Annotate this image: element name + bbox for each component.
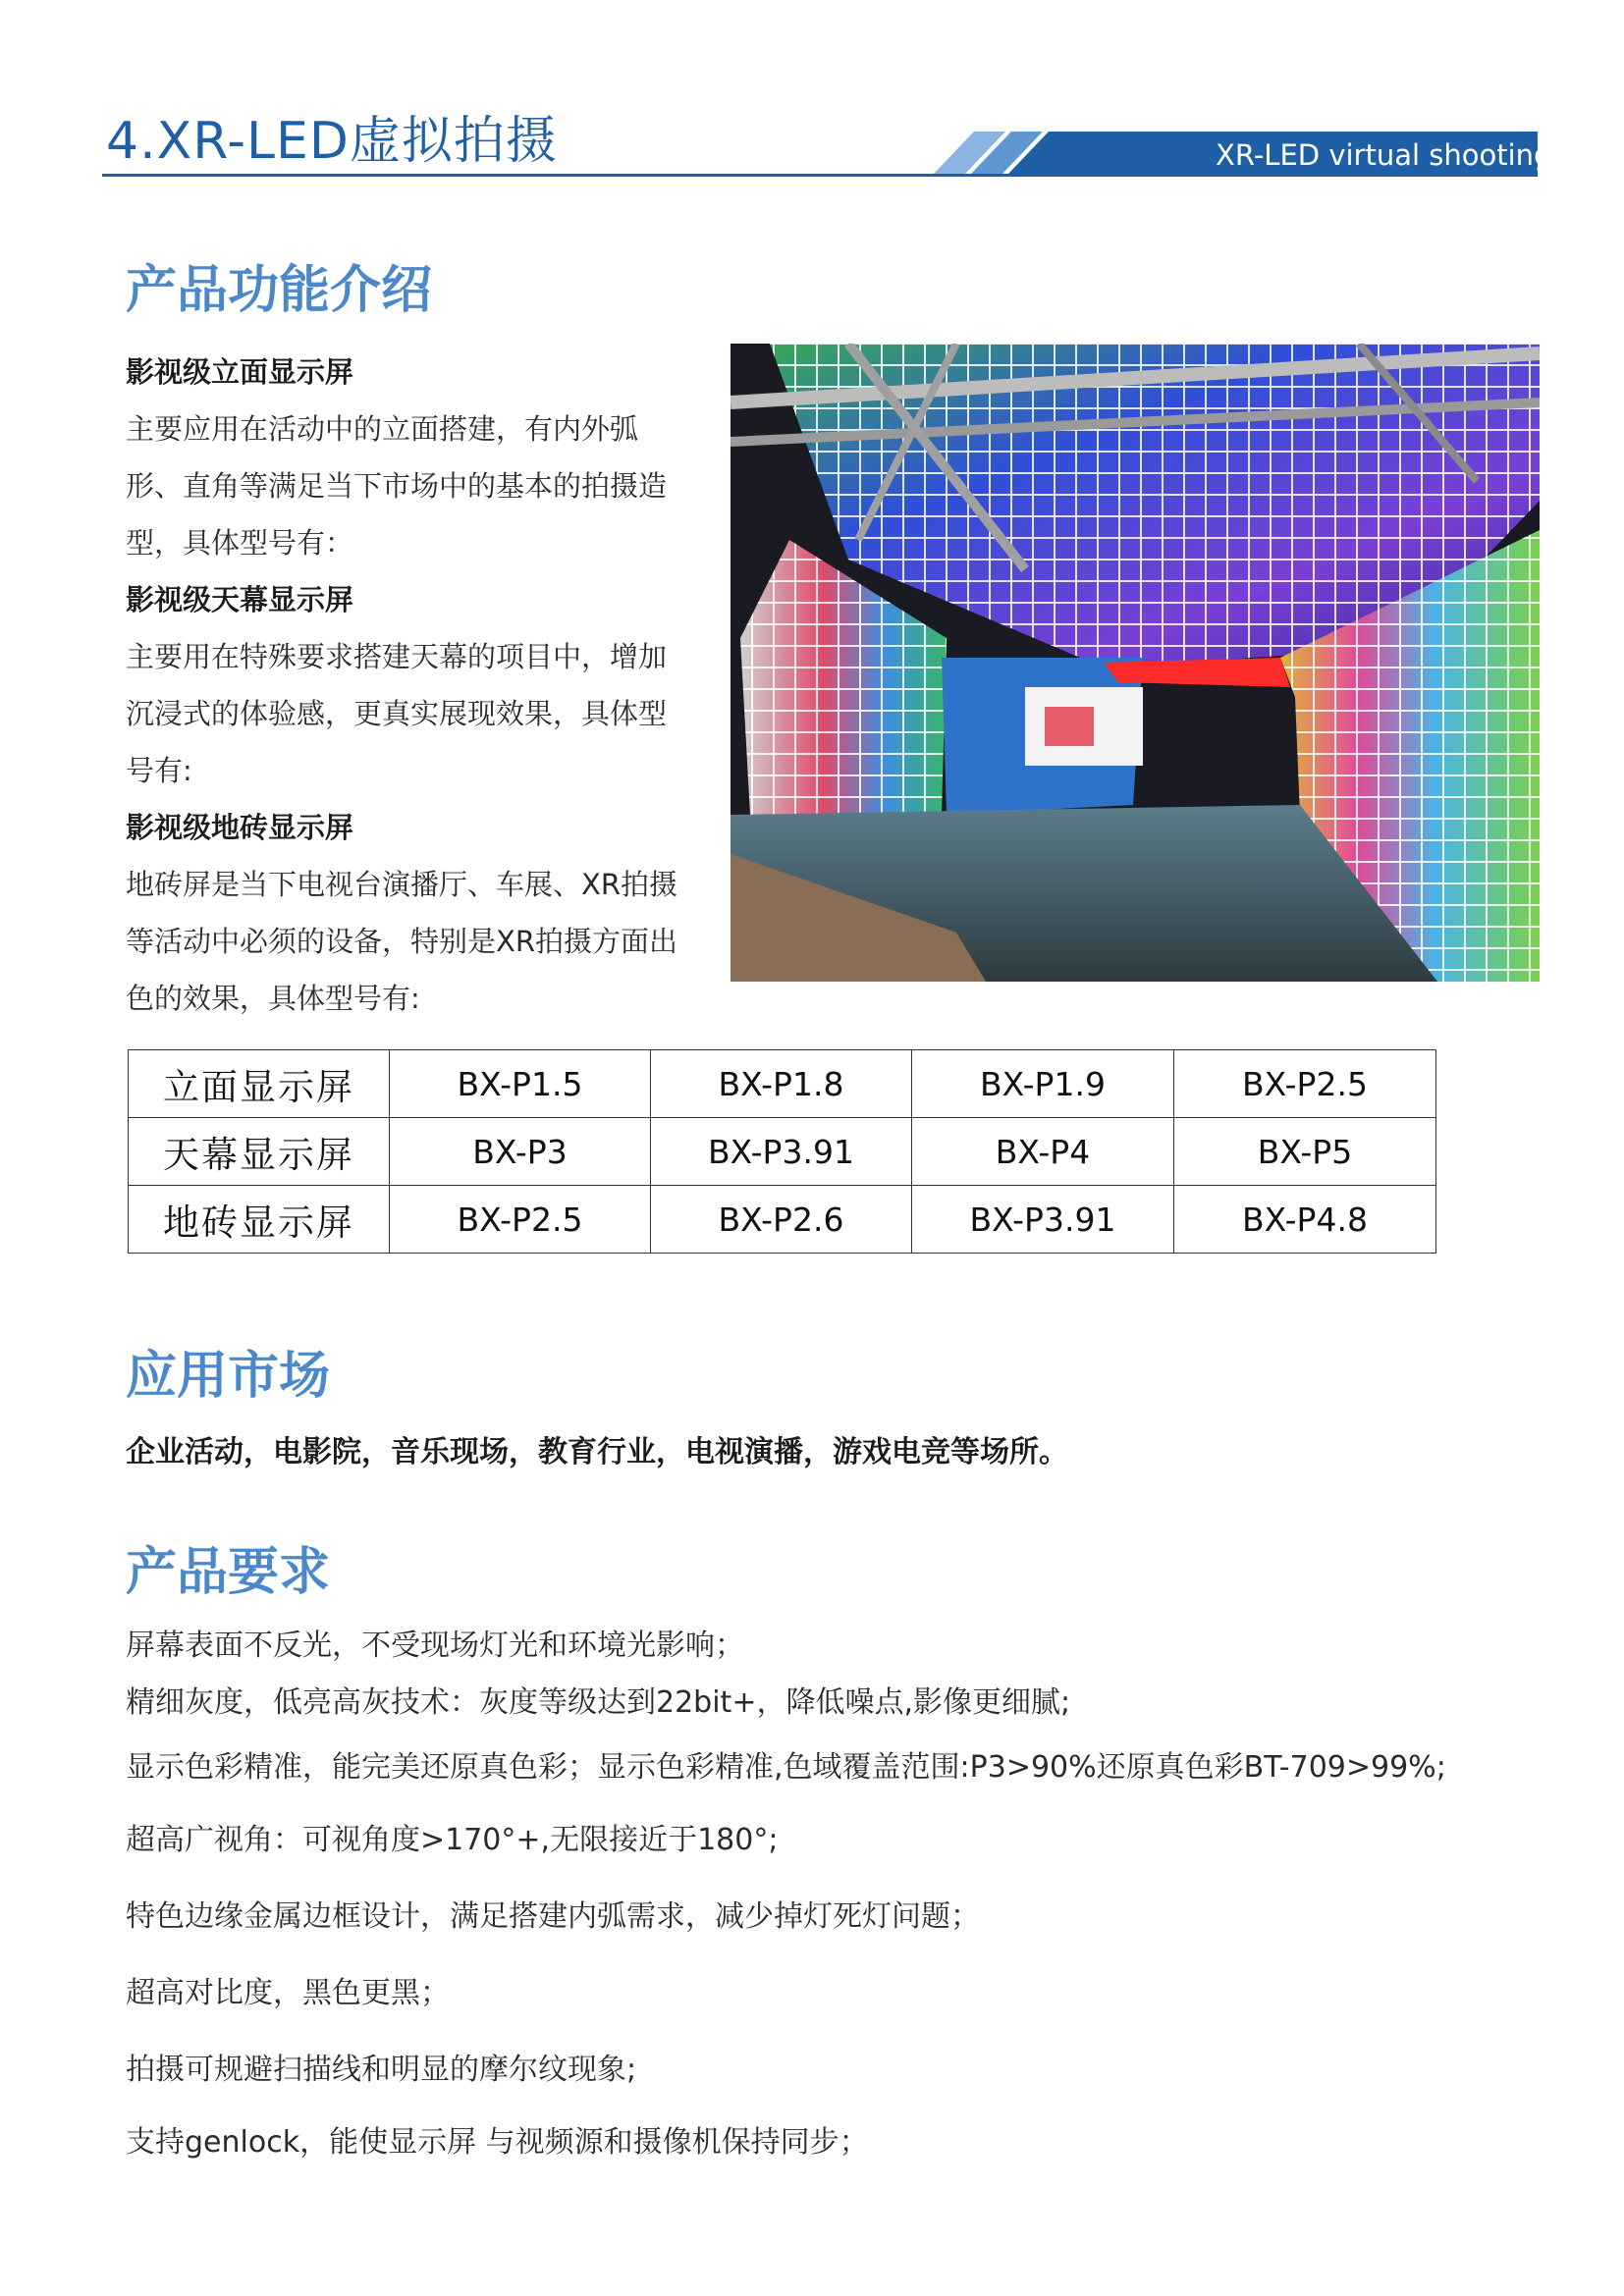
table-cell: BX-P2.5 (1174, 1050, 1436, 1118)
table-row-label: 地砖显示屏 (129, 1186, 390, 1254)
intro-heading: 影视级立面显示屏 (126, 355, 354, 389)
table-cell: BX-P1.9 (912, 1050, 1174, 1118)
table-cell: BX-P2.6 (651, 1186, 912, 1254)
table-cell: BX-P1.8 (651, 1050, 912, 1118)
intro-line: 色的效果，具体型号有: (126, 982, 420, 1015)
table-cell: BX-P3.91 (651, 1118, 912, 1186)
intro-line: 形、直角等满足当下市场中的基本的拍摄造 (126, 469, 668, 503)
table-cell: BX-P1.5 (390, 1050, 651, 1118)
requirement-item: 超高对比度，黑色更黑； (126, 1976, 450, 2010)
section-title-intro: 产品功能介绍 (126, 261, 433, 320)
table-row (129, 1118, 1436, 1186)
intro-line: 主要应用在活动中的立面搭建，有内外弧 (126, 412, 639, 446)
intro-line: 地砖屏是当下电视台演播厅、车展、XR拍摄 (126, 868, 678, 901)
table-cell: BX-P4.8 (1174, 1186, 1436, 1254)
section-title-requirements: 产品要求 (126, 1543, 331, 1602)
requirement-item: 特色边缘金属边框设计，满足搭建内弧需求，减少掉灯死灯问题； (126, 1899, 980, 1934)
table-cell: BX-P2.5 (390, 1186, 651, 1254)
intro-line: 等活动中必须的设备，特别是XR拍摄方面出 (126, 925, 678, 958)
table-row (129, 1050, 1436, 1118)
section-title-market: 应用市场 (126, 1347, 331, 1406)
requirement-item: 拍摄可规避扫描线和明显的摩尔纹现象; (126, 2053, 637, 2087)
intro-line: 沉浸式的体验感，更真实展现效果，具体型 (126, 697, 668, 730)
header-subtitle: XR-LED virtual shooting (1216, 138, 1552, 172)
table-row-label: 立面显示屏 (129, 1050, 390, 1118)
table-cell: BX-P4 (912, 1118, 1174, 1186)
header-rule (102, 174, 1538, 177)
table-cell: BX-P5 (1174, 1118, 1436, 1186)
table-row-label: 天幕显示屏 (129, 1118, 390, 1186)
requirement-item: 屏幕表面不反光，不受现场灯光和环境光影响； (126, 1629, 744, 1663)
requirement-item: 精细灰度，低亮高灰技术：灰度等级达到22bit+，降低噪点,影像更细腻; (126, 1685, 1071, 1720)
intro-line: 主要用在特殊要求搭建天幕的项目中，增加 (126, 640, 668, 673)
table-cell: BX-P3.91 (912, 1186, 1174, 1254)
intro-heading: 影视级地砖显示屏 (126, 811, 354, 844)
table-row (129, 1186, 1436, 1254)
intro-text (126, 344, 695, 1027)
table-cell: BX-P3 (390, 1118, 651, 1186)
page-title: 4.XR-LED虚拟拍摄 (106, 112, 558, 171)
requirement-item: 支持genlock，能使显示屏 与视频源和摄像机保持同步； (126, 2125, 869, 2160)
intro-line: 号有: (126, 754, 192, 787)
requirement-item: 超高广视角：可视角度>170°+,无限接近于180°; (126, 1823, 779, 1857)
requirement-item: 显示色彩精准，能完美还原真色彩；显示色彩精准,色域覆盖范围:P3>90%还原真色彩BT-709>99%; (126, 1750, 1446, 1785)
market-text: 企业活动，电影院，音乐现场，教育行业，电视演播，游戏电竞等场所。 (126, 1435, 1068, 1469)
xr-led-studio-photo (731, 344, 1540, 982)
intro-heading: 影视级天幕显示屏 (126, 583, 354, 616)
models-table (128, 1049, 1436, 1254)
intro-line: 型，具体型号有： (126, 526, 354, 560)
